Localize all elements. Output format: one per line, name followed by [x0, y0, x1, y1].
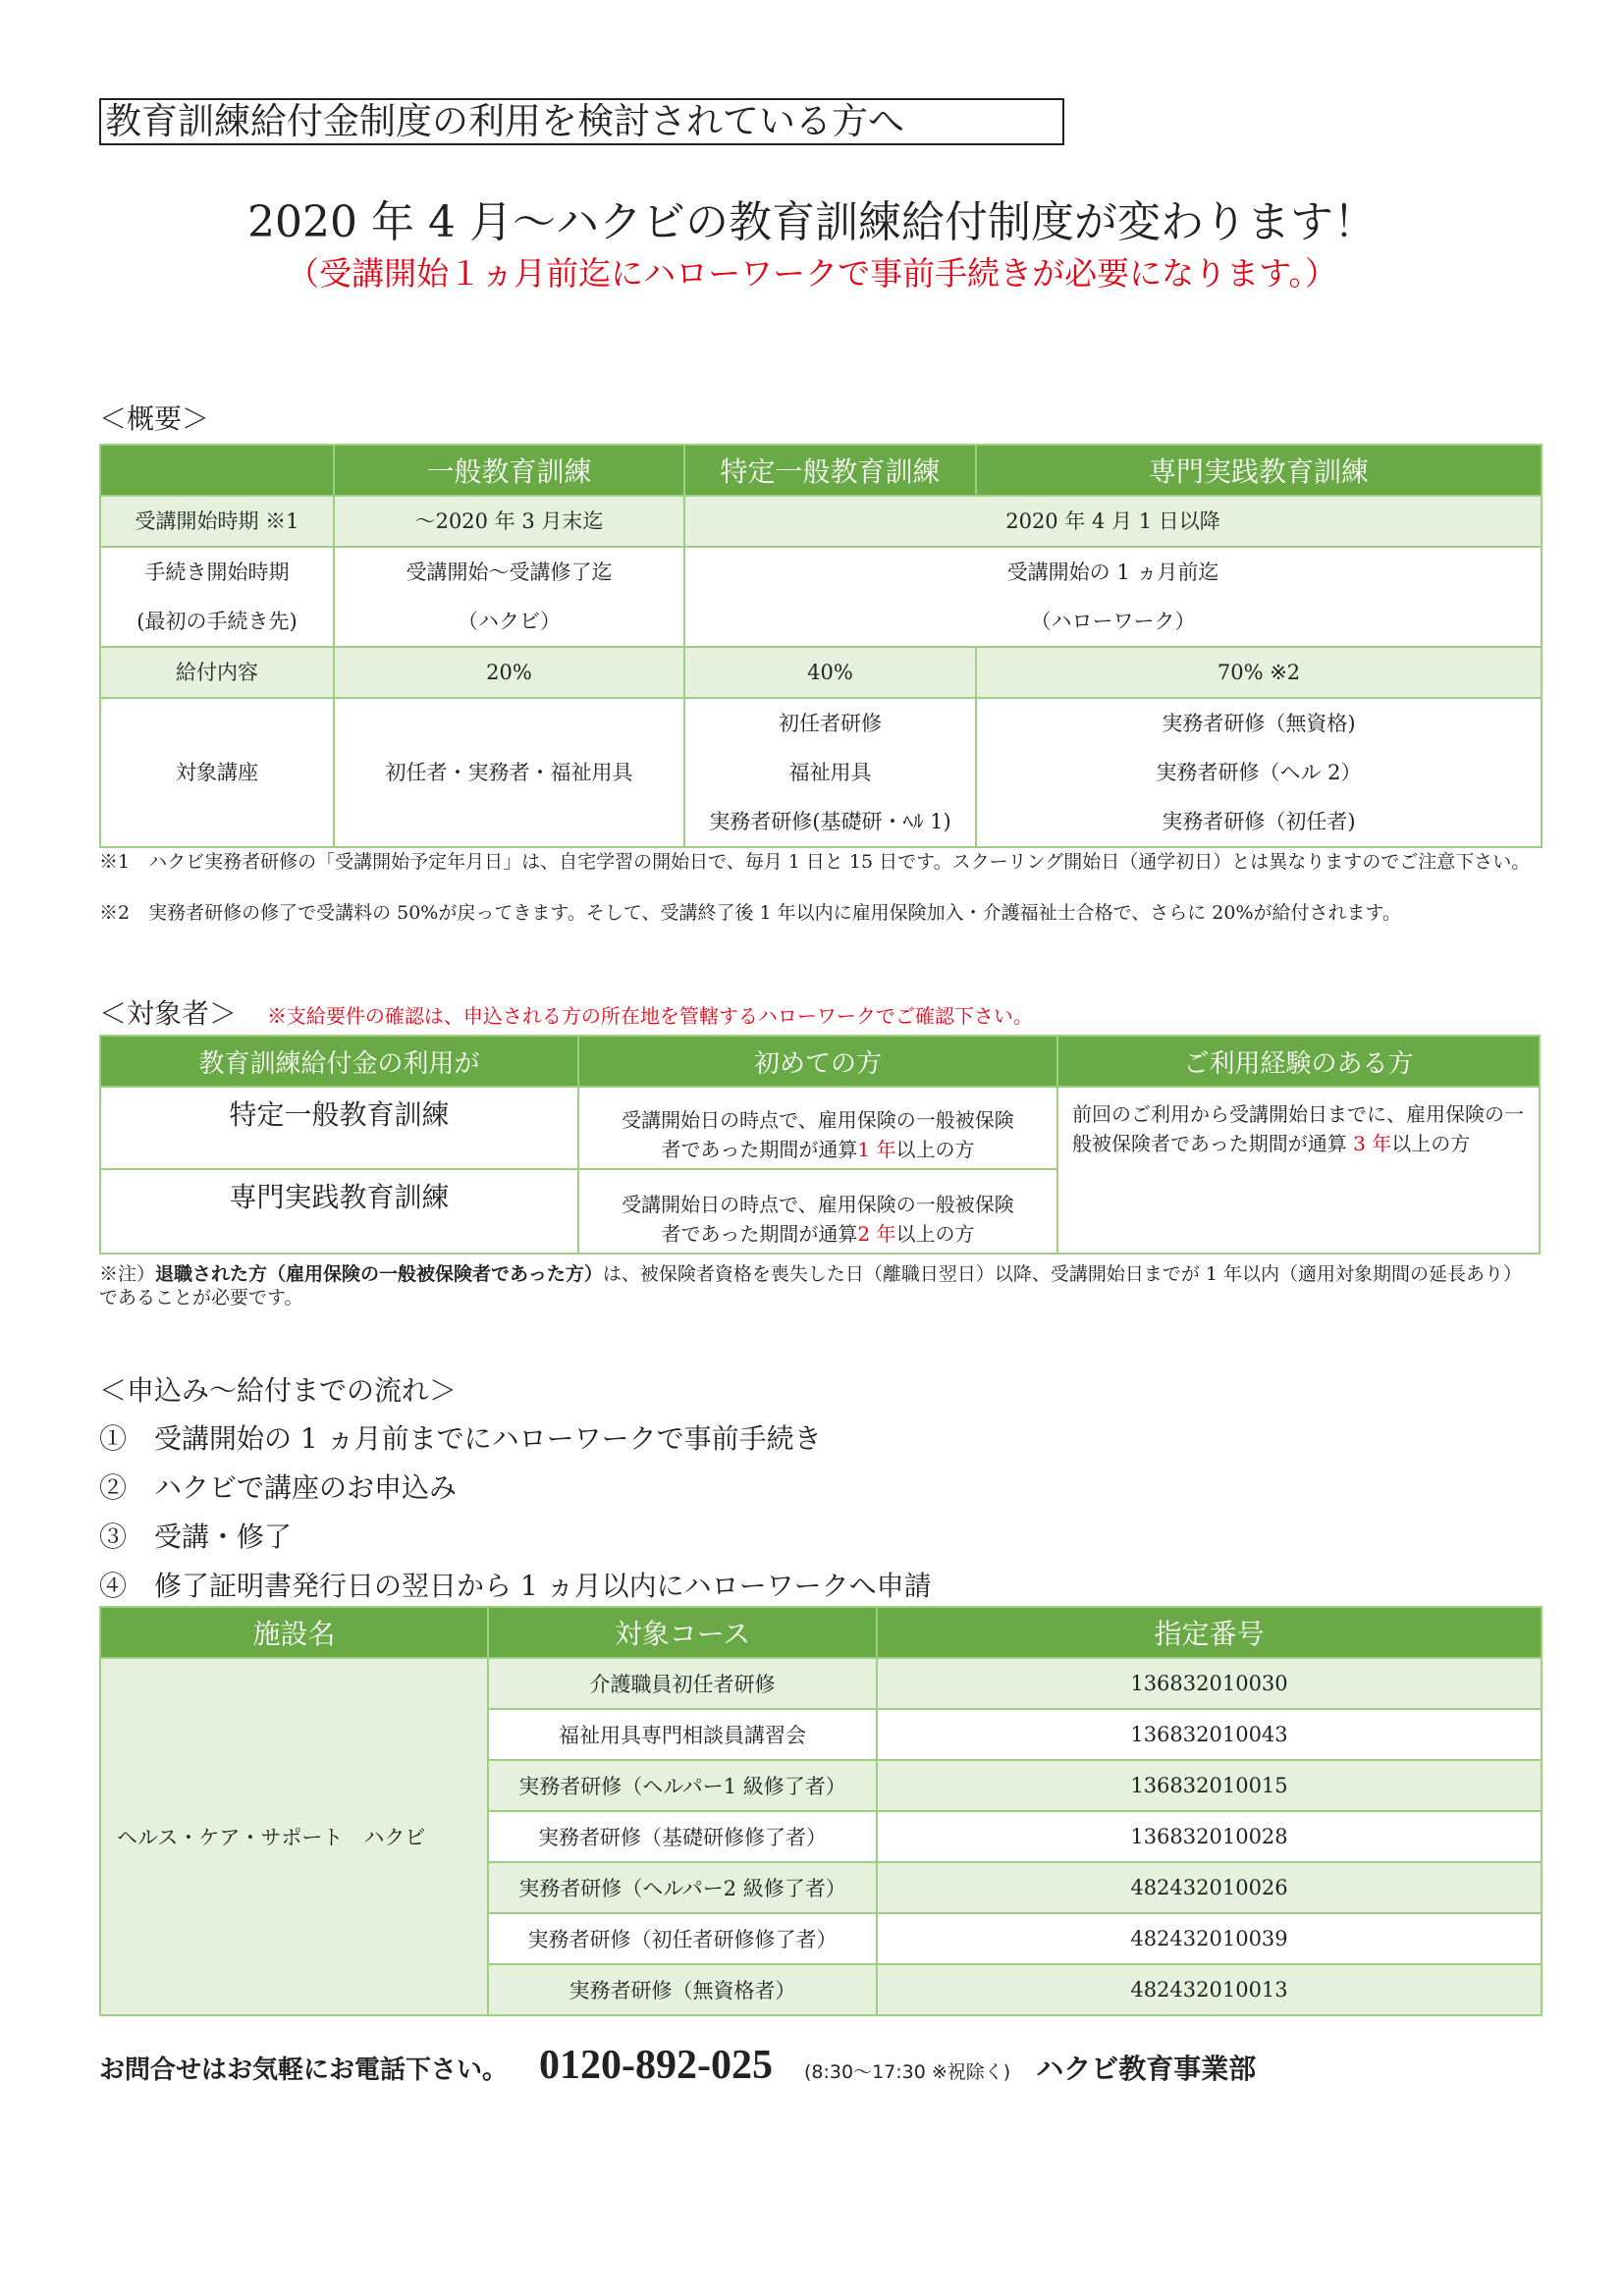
- benefit-label: 給付内容: [100, 647, 334, 698]
- course-name: 福祉用具専門相談員講習会: [488, 1709, 877, 1760]
- designation-number: 482432010026: [877, 1862, 1542, 1913]
- designation-number: 136832010030: [877, 1658, 1542, 1709]
- procedure-general: [334, 547, 684, 647]
- requirement-text: 者であった期間が通算: [661, 1138, 858, 1161]
- procedure-general-line: 受講開始～受講修了迄: [406, 561, 613, 584]
- page-title: 2020 年 4 月～ハクビの教育訓練給付制度が変わります！: [247, 197, 1377, 247]
- document-heading: 教育訓練給付金制度の利用を検討されている方へ: [99, 98, 1064, 145]
- eligibility-row-label: 特定一般教育訓練: [100, 1087, 578, 1169]
- requirement-line: [579, 1135, 1056, 1164]
- experienced-text: 前回のご利用から受講開始日までに、雇用保険の一般被保険者であった期間が通算: [1072, 1102, 1524, 1155]
- experienced-text: 以上の方: [1391, 1132, 1471, 1155]
- course-item: 初任者研修: [779, 712, 882, 735]
- procedure-label: [100, 547, 334, 647]
- contact-text: お問合せはお気軽にお電話下さい。: [99, 2056, 509, 2085]
- procedure-label-line: (最初の手続き先): [136, 610, 298, 633]
- flow-heading: ＜申込み～給付までの流れ＞: [99, 1374, 458, 1407]
- designation-number: 136832010015: [877, 1760, 1542, 1811]
- overview-note-2: ※2 実務者研修の修了で受講料の 50%が戻ってきます。そして、受講終了後 1 年以内に雇用保険加入・介護福祉士合格で、さらに 20%が給付されます。: [99, 902, 1401, 924]
- eligibility-note-emphasis: 退職された方（雇用保険の一般被保険者であった方）: [155, 1263, 603, 1285]
- requirement-line: 受講開始日の時点で、雇用保険の一般被保険: [622, 1108, 1014, 1132]
- contact-line: [99, 2038, 1256, 2100]
- benefit-row: [100, 647, 1542, 698]
- overview-column-header: 一般教育訓練: [334, 445, 684, 496]
- first-time-requirement: [578, 1169, 1057, 1254]
- overview-note-1: ※1 ハクビ実務者研修の「受講開始予定年月日」は、自宅学習の開始日で、毎月 1 日と 15 日です。スクーリング開始日（通学初日）とは異なりますのでご注意下さい。: [99, 851, 1531, 873]
- overview-column-header: 特定一般教育訓練: [684, 445, 976, 496]
- phone-number[interactable]: 0120-892-025: [539, 2043, 773, 2088]
- procedure-general-line: （ハクビ）: [458, 610, 561, 633]
- eligibility-row: [100, 1087, 1540, 1169]
- requirement-text: 以上の方: [895, 1138, 975, 1161]
- page-subtitle: （受講開始１ヵ月前迄にハローワークで事前手続きが必要になります。）: [287, 254, 1337, 293]
- first-time-requirement: [578, 1087, 1057, 1169]
- flow-step: ③ 受講・修了: [99, 1521, 293, 1553]
- department-name: ハクビ教育事業部: [1036, 2053, 1257, 2085]
- facility-column-header: 施設名: [100, 1607, 488, 1658]
- eligibility-note-prefix: ※注）: [99, 1263, 156, 1285]
- eligibility-column-header: 教育訓練給付金の利用が: [100, 1036, 578, 1087]
- procedure-others-line: （ハローワーク）: [1030, 610, 1196, 633]
- courses-row: [100, 698, 1542, 847]
- procedure-label-line: 手続き開始時期: [144, 561, 290, 584]
- flow-step: ① 受講開始の 1 ヵ月前までにハローワークで事前手続き: [99, 1422, 822, 1455]
- benefit-general: 20%: [334, 647, 684, 698]
- designation-number: 482432010039: [877, 1913, 1542, 1964]
- start-period-general: ～2020 年 3 月末迄: [334, 496, 684, 547]
- start-period-others: 2020 年 4 月 1 日以降: [684, 496, 1542, 547]
- course-item: 実務者研修（無資格): [1162, 712, 1356, 735]
- courses-general: 初任者・実務者・福祉用具: [334, 698, 684, 847]
- course-name: 実務者研修（ヘルパー1 級修了者）: [488, 1760, 877, 1811]
- courses-professional: [976, 698, 1542, 847]
- start-period-row: [100, 496, 1542, 547]
- table-row: [100, 1658, 1542, 1709]
- overview-column-header: 専門実践教育訓練: [976, 445, 1542, 496]
- course-name: 実務者研修（基礎研修修了者）: [488, 1811, 877, 1862]
- requirement-years: 1 年: [857, 1138, 896, 1161]
- eligibility-warning: ※支給要件の確認は、申込される方の所在地を管轄するハローワークでご確認下さい。: [266, 1004, 1033, 1028]
- flow-step: ② ハクビで講座のお申込み: [99, 1471, 458, 1504]
- experienced-requirement: [1057, 1087, 1540, 1254]
- eligibility-column-header: 初めての方: [578, 1036, 1057, 1087]
- requirement-line: [579, 1219, 1056, 1249]
- eligibility-header-row: [100, 1036, 1540, 1087]
- eligibility-row-label: 専門実践教育訓練: [100, 1169, 578, 1254]
- course-name: 介護職員初任者研修: [488, 1658, 877, 1709]
- eligibility-heading: [99, 995, 1033, 1035]
- courses-label: 対象講座: [100, 698, 334, 847]
- course-item: 実務者研修(基礎研・ﾍﾙ 1): [709, 810, 951, 833]
- overview-heading: ＜概要＞: [99, 402, 210, 435]
- eligibility-note: [99, 1262, 1533, 1309]
- eligibility-column-header: ご利用経験のある方: [1057, 1036, 1540, 1087]
- facility-header-row: [100, 1607, 1542, 1658]
- course-item: 実務者研修（ヘル 2）: [1156, 761, 1362, 784]
- designation-number: 136832010028: [877, 1811, 1542, 1862]
- overview-table: [99, 444, 1543, 848]
- office-hours: (8:30～17:30 ※祝除く): [804, 2061, 1011, 2083]
- requirement-text: 以上の方: [895, 1222, 975, 1246]
- procedure-others: [684, 547, 1542, 647]
- eligibility-heading-text: ＜対象者＞: [99, 997, 238, 1030]
- eligibility-note-text: は、被保険者資格を喪失した日（離職日翌日）以降、受講開始日までが 1 年以内（適用対象期間の延長あり）であることが必要です。: [99, 1263, 1522, 1308]
- course-name: 実務者研修（無資格者）: [488, 1964, 877, 2015]
- experienced-years: 3 年: [1353, 1132, 1392, 1155]
- flow-step: ④ 修了証明書発行日の翌日から 1 ヵ月以内にハローワークへ申請: [99, 1570, 932, 1602]
- benefit-specific: 40%: [684, 647, 976, 698]
- facility-name: ヘルス・ケア・サポート ハクビ: [100, 1658, 488, 2015]
- course-item: 福祉用具: [788, 761, 872, 784]
- overview-header-row: [100, 445, 1542, 496]
- benefit-professional: 70% ※2: [976, 647, 1542, 698]
- requirement-years: 2 年: [857, 1222, 896, 1246]
- designation-number: 136832010043: [877, 1709, 1542, 1760]
- eligibility-table: [99, 1035, 1541, 1255]
- requirement-text: 者であった期間が通算: [661, 1222, 858, 1246]
- requirement-line: 受講開始日の時点で、雇用保険の一般被保険: [622, 1193, 1014, 1216]
- procedure-others-line: 受講開始の 1 ヵ月前迄: [1006, 561, 1219, 584]
- course-item: 実務者研修（初任者): [1162, 810, 1356, 833]
- procedure-row: [100, 547, 1542, 647]
- course-name: 実務者研修（初任者研修修了者）: [488, 1913, 877, 1964]
- courses-specific: [684, 698, 976, 847]
- course-name: 実務者研修（ヘルパー2 級修了者）: [488, 1862, 877, 1913]
- designation-number: 482432010013: [877, 1964, 1542, 2015]
- start-period-label: 受講開始時期 ※1: [100, 496, 334, 547]
- facility-column-header: 対象コース: [488, 1607, 877, 1658]
- facility-column-header: 指定番号: [877, 1607, 1542, 1658]
- facility-table: [99, 1606, 1543, 2016]
- overview-column-header: [100, 445, 334, 496]
